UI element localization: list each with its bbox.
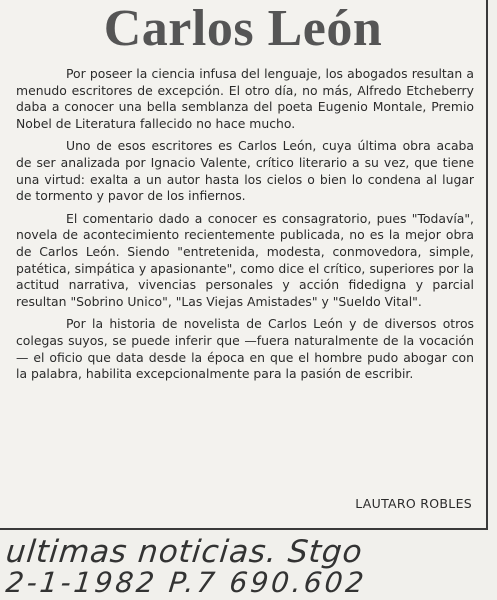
handwritten-annotation [0, 532, 497, 600]
article-byline: LAUTARO ROBLES [355, 496, 472, 511]
article-body [16, 66, 474, 389]
article-paragraph: Por la historia de novelista de Carlos León y de diversos otros colegas suyos, se puede inferir que —fuera naturalmente de la vocación— el oficio que data desde la época en que el hombre pudo abogar con la palabra, habilita excepcionalmente para la pasión de escribir. [16, 316, 474, 382]
article-paragraph: Por poseer la ciencia infusa del lenguaje, los abogados resultan a menudo escritores de excepción. El otro día, no más, Alfredo Etcheberry daba a conocer una bella semblanza del poeta Eugenio Montale, Premio Nobel de Literatura fallecido no hace mucho. [16, 66, 474, 131]
article-title: Carlos León [103, 0, 383, 57]
handwritten-date-reference: 2-1-1982 P.7 690.602 [4, 566, 369, 599]
handwritten-source: ultimas noticias. Stgo [4, 534, 365, 570]
article-paragraph: El comentario dado a conocer es consagratorio, pues "Todavía", novela de acontecimiento recientemente publicada, no es la mejor obra de Carlos León. Siendo "entretenida, modesta, conmovedora, simple, patética, simpática y apasionante", como dice el crítico, superiores por la actitud narrativa, vivencias personales y acción fidedigna y parcial resultan "Sobrino Unico", "Las Viejas Amistades" y "Sueldo Vital". [16, 210, 474, 309]
article-paragraph: Uno de esos escritores es Carlos León, cuya última obra acaba de ser analizada por Ignacio Valente, crítico literario a su vez, que tiene una virtud: exalta a un autor hasta los cielos o bien lo condena al lugar de tormento y pavor de los infiernos. [16, 138, 474, 204]
